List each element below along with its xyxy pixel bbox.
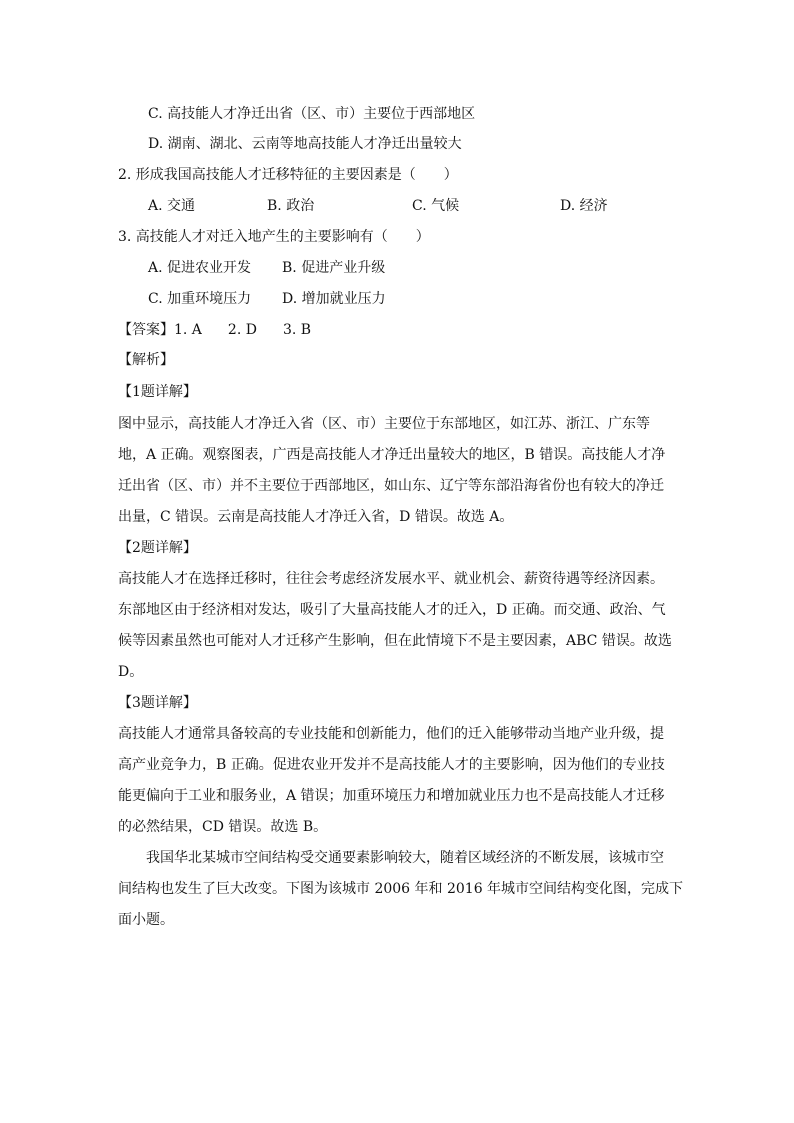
detail3-text: 高产业竞争力，B 正确。促进农业开发并不是高技能人才的主要影响，因为他们的专业技 bbox=[118, 757, 665, 773]
detail3-label: 【3题详解】 bbox=[118, 695, 197, 711]
q2-option-c: C. 气候 bbox=[412, 198, 460, 214]
detail1-label: 【1题详解】 bbox=[118, 384, 197, 400]
detail2-label: 【2题详解】 bbox=[118, 540, 197, 556]
detail2-text: 候等因素虽然也可能对人才迁移产生影响，但在此情境下不是主要因素，ABC 错误。故选 bbox=[118, 633, 672, 649]
q3-stem: 3. 高技能人才对迁入地产生的主要影响有（ ） bbox=[118, 229, 430, 245]
detail2-text: 东部地区由于经济相对发达，吸引了大量高技能人才的迁入，D 正确。而交通、政治、气 bbox=[118, 602, 666, 618]
q3-option-a: A. 促进农业开发 bbox=[148, 260, 252, 276]
q2-option-b: B. 政治 bbox=[267, 198, 315, 214]
next-intro-text: 面小题。 bbox=[118, 912, 174, 928]
next-intro-text: 间结构也发生了巨大改变。下图为该城市 2006 年和 2016 年城市空间结构变化图，完成下 bbox=[118, 881, 684, 897]
q3-option-d: D. 增加就业压力 bbox=[282, 291, 386, 307]
q3-option-c: C. 加重环境压力 bbox=[148, 291, 252, 307]
analysis-label: 【解析】 bbox=[118, 352, 174, 368]
q1-option-d: D. 湖南、湖北、云南等地高技能人才净迁出量较大 bbox=[148, 136, 462, 152]
detail1-text: 图中显示，高技能人才净迁入省（区、市）主要位于东部地区，如江苏、浙江、广东等 bbox=[118, 416, 650, 432]
q2-option-a: A. 交通 bbox=[148, 198, 196, 214]
q2-stem: 2. 形成我国高技能人才迁移特征的主要因素是（ ） bbox=[118, 167, 458, 183]
detail1-text: 出量，C 错误。云南是高技能人才净迁入省，D 错误。故选 A。 bbox=[118, 509, 514, 525]
detail3-text: 高技能人才通常具备较高的专业技能和创新能力，他们的迁入能够带动当地产业升级，提 bbox=[118, 726, 664, 742]
answer-label: 【答案】 bbox=[118, 322, 174, 338]
q3-option-b: B. 促进产业升级 bbox=[282, 260, 386, 276]
answer-item: 3. B bbox=[282, 322, 312, 338]
answer-line bbox=[118, 320, 311, 340]
next-intro-text: 我国华北某城市空间结构受交通要素影响较大，随着区域经济的不断发展，该城市空 bbox=[146, 850, 664, 866]
q1-option-c: C. 高技能人才净迁出省（区、市）主要位于西部地区 bbox=[148, 106, 476, 122]
detail1-text: 迁出省（区、市）并不主要位于西部地区，如山东、辽宁等东部沿海省份也有较大的净迁 bbox=[118, 478, 664, 494]
detail3-text: 的必然结果，CD 错误。故选 B。 bbox=[118, 819, 328, 835]
detail3-text: 能更偏向于工业和服务业，A 错误；加重环境压力和增加就业压力也不是高技能人才迁移 bbox=[118, 788, 665, 804]
detail1-text: 地，A 正确。观察图表，广西是高技能人才净迁出量较大的地区，B 错误。高技能人才净 bbox=[118, 447, 666, 463]
answer-item: 1. A bbox=[174, 322, 202, 338]
detail2-text: D。 bbox=[118, 664, 144, 680]
q2-option-d: D. 经济 bbox=[560, 198, 608, 214]
answer-item: 2. D bbox=[227, 322, 257, 338]
detail2-text: 高技能人才在选择迁移时，往往会考虑经济发展水平、就业机会、薪资待遇等经济因素。 bbox=[118, 571, 664, 587]
